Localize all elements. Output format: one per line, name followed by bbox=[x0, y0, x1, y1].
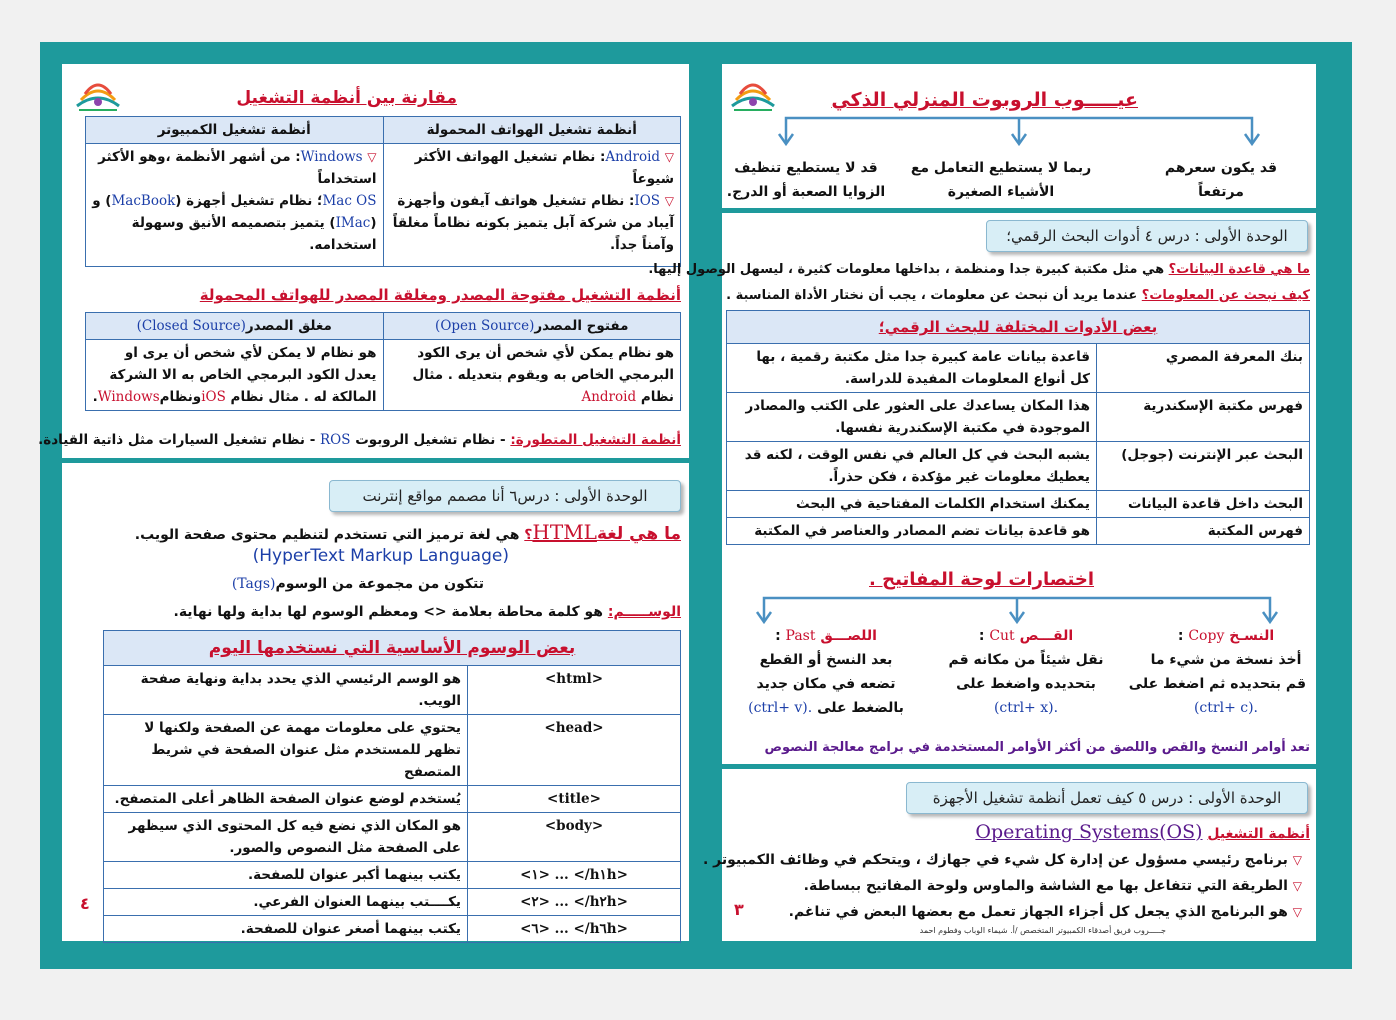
page-number: ٤ bbox=[80, 894, 90, 913]
right-page bbox=[648, 64, 1316, 941]
search-tools-table bbox=[726, 310, 1310, 545]
table-row: <٢> ... </h٢h> يكــــتب بينهما العنوان الفرعي. bbox=[104, 889, 681, 916]
db-question-line: ما هي قاعدة البيانات؟ هي مثل مكتبة كبيرة جدا ومنظمة ، بداخلها معلومات كثيرة ، ليسهل الوصول إليها. bbox=[648, 262, 1310, 277]
table-row: <١> ... </h١h> يكتب بينهما أكبر عنوان للصفحة. bbox=[104, 862, 681, 889]
html-tags-table bbox=[103, 630, 681, 943]
down-arrow-icon bbox=[752, 592, 1282, 626]
lesson4-label: الوحدة الأولى : درس ٤ أدوات البحث الرقمي؛ bbox=[986, 220, 1308, 252]
os-comparison-table bbox=[85, 116, 681, 267]
table-row: البحث داخل قاعدة البيانات يمكنك استخدام الكلمات المفتاحية في البحث bbox=[727, 491, 1310, 518]
header-closed-source: مغلق المصدر(Closed Source) bbox=[86, 313, 384, 340]
section-divider bbox=[722, 208, 1316, 213]
table-row: <html> هو الوسم الرئيسي الذي يحدد بداية ونهاية صفحة الويب. bbox=[104, 666, 681, 715]
triangle-bullet-icon: ▽ bbox=[1292, 853, 1302, 867]
header-open-source: مفتوح المصدر(Open Source) bbox=[383, 313, 681, 340]
section-divider bbox=[722, 764, 1316, 769]
defect-small-objects: ربما لا يستطيع التعامل مع الأشياء الصغيرة bbox=[910, 160, 1092, 200]
os-point-1: ▽ برنامج رئيسي مسؤول عن إدارة كل شيء في جهازك ، ويتحكم في وظائف الكمبيوتر . bbox=[702, 852, 1302, 868]
os-point-2: ▽ الطريقة التي تتفاعل بها مع الشاشة والماوس ولوحة المفاتيح ببساطة. bbox=[803, 878, 1302, 894]
triangle-bullet-icon: ▽ bbox=[1292, 905, 1302, 919]
open-closed-heading: أنظمة التشغيل مفتوحة المصدر ومغلقة المصدر للهواتف المحمولة bbox=[199, 286, 681, 304]
shortcuts-note: تعد أوامر النسخ والقص واللصق من أكثر الأوامر المستخدمة في برامج معالجة النصوص bbox=[764, 740, 1310, 755]
advanced-os-line: أنظمة التشغيل المتطورة: - نظام تشغيل الروبوت ROS - نظام تشغيل السيارات مثل ذاتية القيادة. bbox=[38, 432, 681, 448]
down-arrow-icon bbox=[774, 112, 1264, 146]
tags-table-title: بعض الوسوم الأساسية التي نستخدمها اليوم bbox=[104, 631, 681, 666]
table-row: فهرس المكتبة هو قاعدة بيانات تضم المصادر والعناصر في المكتبة bbox=[727, 518, 1310, 545]
logo-icon bbox=[728, 72, 778, 114]
left-page bbox=[38, 64, 689, 941]
android-entry: ▽ Android: نظام تشغيل الهواتف الأكثر شيوعاً bbox=[414, 149, 674, 187]
table-row: فهرس مكتبة الإسكندرية هذا المكان يساعدك على العثور على الكتب والمصادر الموجودة في مكتبة الإسكندرية نفسها. bbox=[727, 393, 1310, 442]
shortcut-cut: القـــص Cut : نقل شيئاً من مكانه قم بتحديده واضغط على (ctrl+ x). bbox=[948, 628, 1104, 716]
search-question-line: كيف نبحث عن المعلومات؟ عندما يريد أن نبحث عن معلومات ، يجب أن نختار الأداة المناسبة . bbox=[726, 288, 1310, 303]
defect-price: قد يكون سعرهم مرتفعاً bbox=[1164, 160, 1278, 200]
table-row: <title> يُستخدم لوضع عنوان الصفحة الظاهر أعلى المتصفح. bbox=[104, 786, 681, 813]
logo-icon bbox=[73, 72, 123, 114]
cell-mobile bbox=[383, 144, 681, 267]
ios-entry: ▽ IOS: نظام تشغيل هواتف آيفون وأجهزة آيباد من شركة آبل يتميز بكونه نظاماً مغلقاً وآمناً جداً. bbox=[392, 193, 674, 253]
lesson6-label: الوحدة الأولى : درس٦ أنا مصمم مواقع إنترنت bbox=[329, 480, 681, 512]
table-row: البحث عبر الإنترنت (جوجل) يشبه البحث في كل العالم في نفس الوقت ، لكنه قد يعطيك معلومات غير مؤكدة ، فكن حذراً. bbox=[727, 442, 1310, 491]
shortcut-paste: اللصـــق Past : بعد النسخ أو القطع تضعه في مكان جديد بالضغط على (ctrl+ v). bbox=[748, 628, 904, 716]
html-question: ما هي لغةHTML؟ هي لغة ترميز التي تستخدم لتنظيم محتوى صفحة الويب. bbox=[134, 520, 681, 544]
shortcut-copy: النسـخ Copy : أخذ نسخة من شيء ما قم بتحديده ثم اضغط على (ctrl+ c). bbox=[1128, 628, 1306, 716]
page-title: عيـــــوب الروبوت المنزلي الذكي bbox=[831, 89, 1138, 111]
os-point-3: ▽ هو البرنامج الذي يجعل كل أجزاء الجهاز تعمل مع بعضها البعض في تناغم. bbox=[788, 904, 1302, 920]
shortcuts-title: اختصارات لوحة المفاتيح . bbox=[869, 569, 1094, 590]
page-title: مقارنة بين أنظمة التشغيل bbox=[236, 88, 457, 108]
tools-table-title: بعض الأدوات المختلفة للبحث الرقمي؛ bbox=[727, 311, 1310, 344]
macos-entry: Mac OS؛ نظام تشغيل أجهزة (MacBook) و (IMac) يتميز بتصميمه الأنيق وسهولة استخدامه. bbox=[92, 193, 377, 253]
defect-corners: قد لا يستطيع تنظيف الزوايا الصعبة أو الدرج. bbox=[726, 160, 886, 200]
cell-closed-source: هو نظام لا يمكن لأي شخص أن يرى او يعدل الكود البرمجي الخاص به الا الشركة المالكة له . مثال نظام iOSونظامWindows. bbox=[86, 340, 384, 411]
windows-entry: ▽ Windows: من أشهر الأنظمة ،وهو الأكثر استخداماً bbox=[98, 149, 377, 187]
table-row: <head> يحتوي على معلومات مهمة عن الصفحة ولكنها لا تظهر للمستخدم مثل عنوان الصفحة في شريط المتصفح bbox=[104, 715, 681, 786]
page-number: ٣ bbox=[734, 900, 744, 919]
os-heading: أنظمة التشغيل (OS)Operating Systems bbox=[975, 821, 1310, 843]
triangle-bullet-icon: ▽ bbox=[664, 194, 674, 208]
cell-open-source: هو نظام يمكن لأي شخص أن يرى الكود البرمجي الخاص به ويقوم بتعديله . مثال نظام Android bbox=[383, 340, 681, 411]
header-computer: أنظمة تشغيل الكمبيوتر bbox=[86, 117, 384, 144]
triangle-bullet-icon: ▽ bbox=[1292, 879, 1302, 893]
lesson5-label: الوحدة الأولى : درس ٥ كيف تعمل أنظمة تشغيل الأجهزة bbox=[906, 782, 1308, 814]
cell-computer bbox=[86, 144, 384, 267]
triangle-bullet-icon: ▽ bbox=[367, 150, 377, 164]
table-row: <٦> ... </h٦h> يكتب بينهما أصغر عنوان للصفحة. bbox=[104, 916, 681, 943]
header-mobile: أنظمة تشغيل الهواتف المحمولة bbox=[383, 117, 681, 144]
table-row: <body> هو المكان الذي نضع فيه كل المحتوى الذي سيظهر على الصفحة مثل النصوص والصور. bbox=[104, 813, 681, 862]
tag-definition: الوســـــم: هو كلمة محاطة بعلامة <> ومعظم الوسوم لها بداية ولها نهاية. bbox=[173, 604, 681, 620]
html-full-name: (HyperText Markup Language) bbox=[252, 546, 509, 566]
tags-line: تتكون من مجموعة من الوسوم(Tags) bbox=[231, 576, 484, 592]
triangle-bullet-icon: ▽ bbox=[664, 150, 674, 164]
open-closed-table bbox=[85, 312, 681, 411]
credit-line: جـــــروب فريق أصدقاء الكمبيوتر المتخصص /أ. شيماء الوباب وفطوم احمد bbox=[919, 926, 1166, 935]
section-divider bbox=[62, 458, 689, 463]
table-row: بنك المعرفة المصري قاعدة بيانات عامة كبيرة جدا مثل مكتبة رقمية ، بها كل أنواع المعلومات المفيدة للدراسة. bbox=[727, 344, 1310, 393]
